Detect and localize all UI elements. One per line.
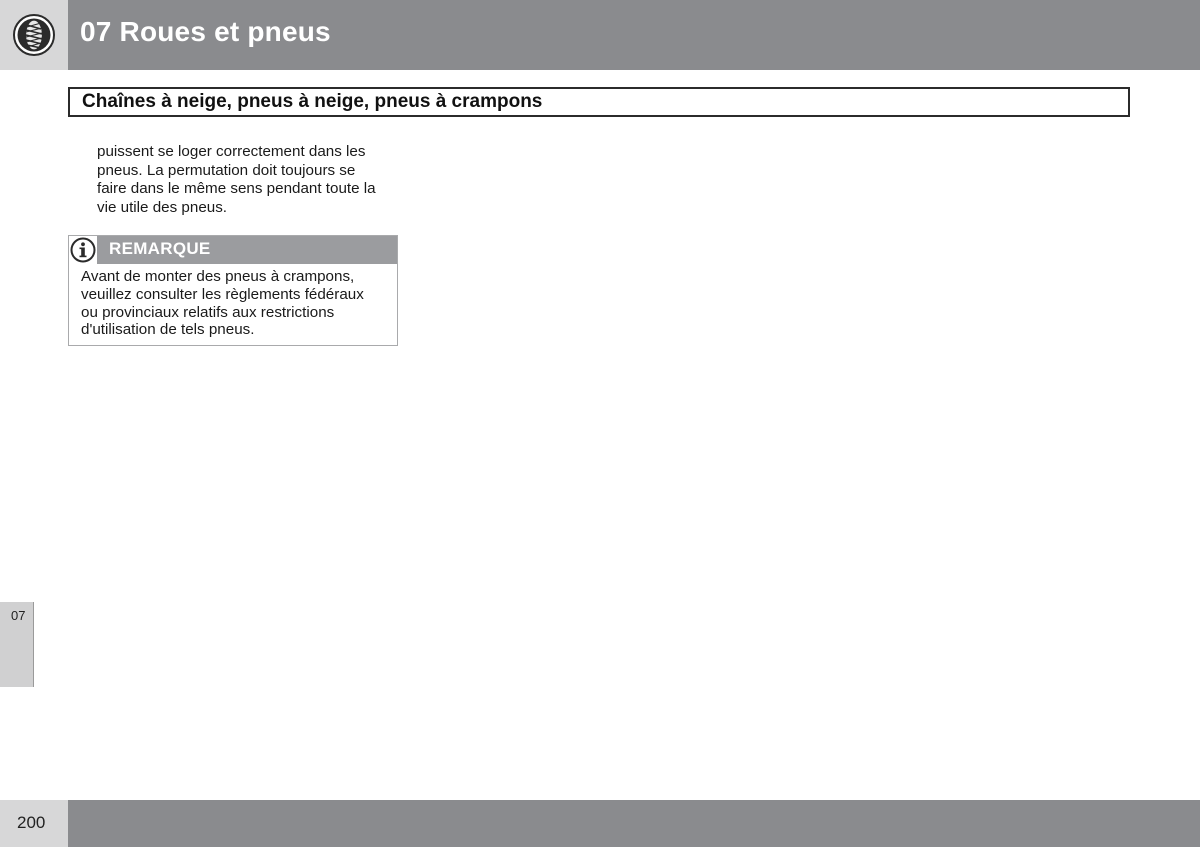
section-title: Chaînes à neige, pneus à neige, pneus à crampons xyxy=(82,91,543,112)
note-header xyxy=(69,236,397,264)
chapter-icon-box xyxy=(0,0,68,70)
note-line: ou provinciaux relatifs aux restrictions xyxy=(81,303,335,321)
page-number-box xyxy=(0,800,68,847)
footer-bar xyxy=(68,800,1200,847)
body-line: vie utile des pneus. xyxy=(97,198,228,216)
tire-icon xyxy=(12,13,56,57)
note-line: veuillez consulter les règlements fédéraux xyxy=(81,285,364,303)
note-line: Avant de monter des pneus à crampons, xyxy=(81,268,355,285)
note-text xyxy=(81,268,393,339)
chapter-header xyxy=(68,0,1200,70)
note-box xyxy=(68,235,398,346)
note-label: REMARQUE xyxy=(109,239,211,258)
note-line: d'utilisation de tels pneus. xyxy=(81,321,255,339)
info-icon xyxy=(70,237,96,263)
note-icon-box xyxy=(69,236,97,264)
side-tab-label: 07 xyxy=(11,608,26,623)
body-line: pneus. La permutation doit toujours se xyxy=(97,161,356,179)
body-paragraph xyxy=(97,143,407,217)
chapter-side-tab xyxy=(0,602,34,687)
body-line: faire dans le même sens pendant toute la xyxy=(97,180,376,198)
chapter-title: 07 Roues et pneus xyxy=(80,16,331,47)
note-header-bar xyxy=(97,236,397,264)
body-line: puissent se loger correctement dans les xyxy=(97,143,366,160)
section-title-box xyxy=(68,87,1130,117)
page-number: 200 xyxy=(17,813,46,832)
